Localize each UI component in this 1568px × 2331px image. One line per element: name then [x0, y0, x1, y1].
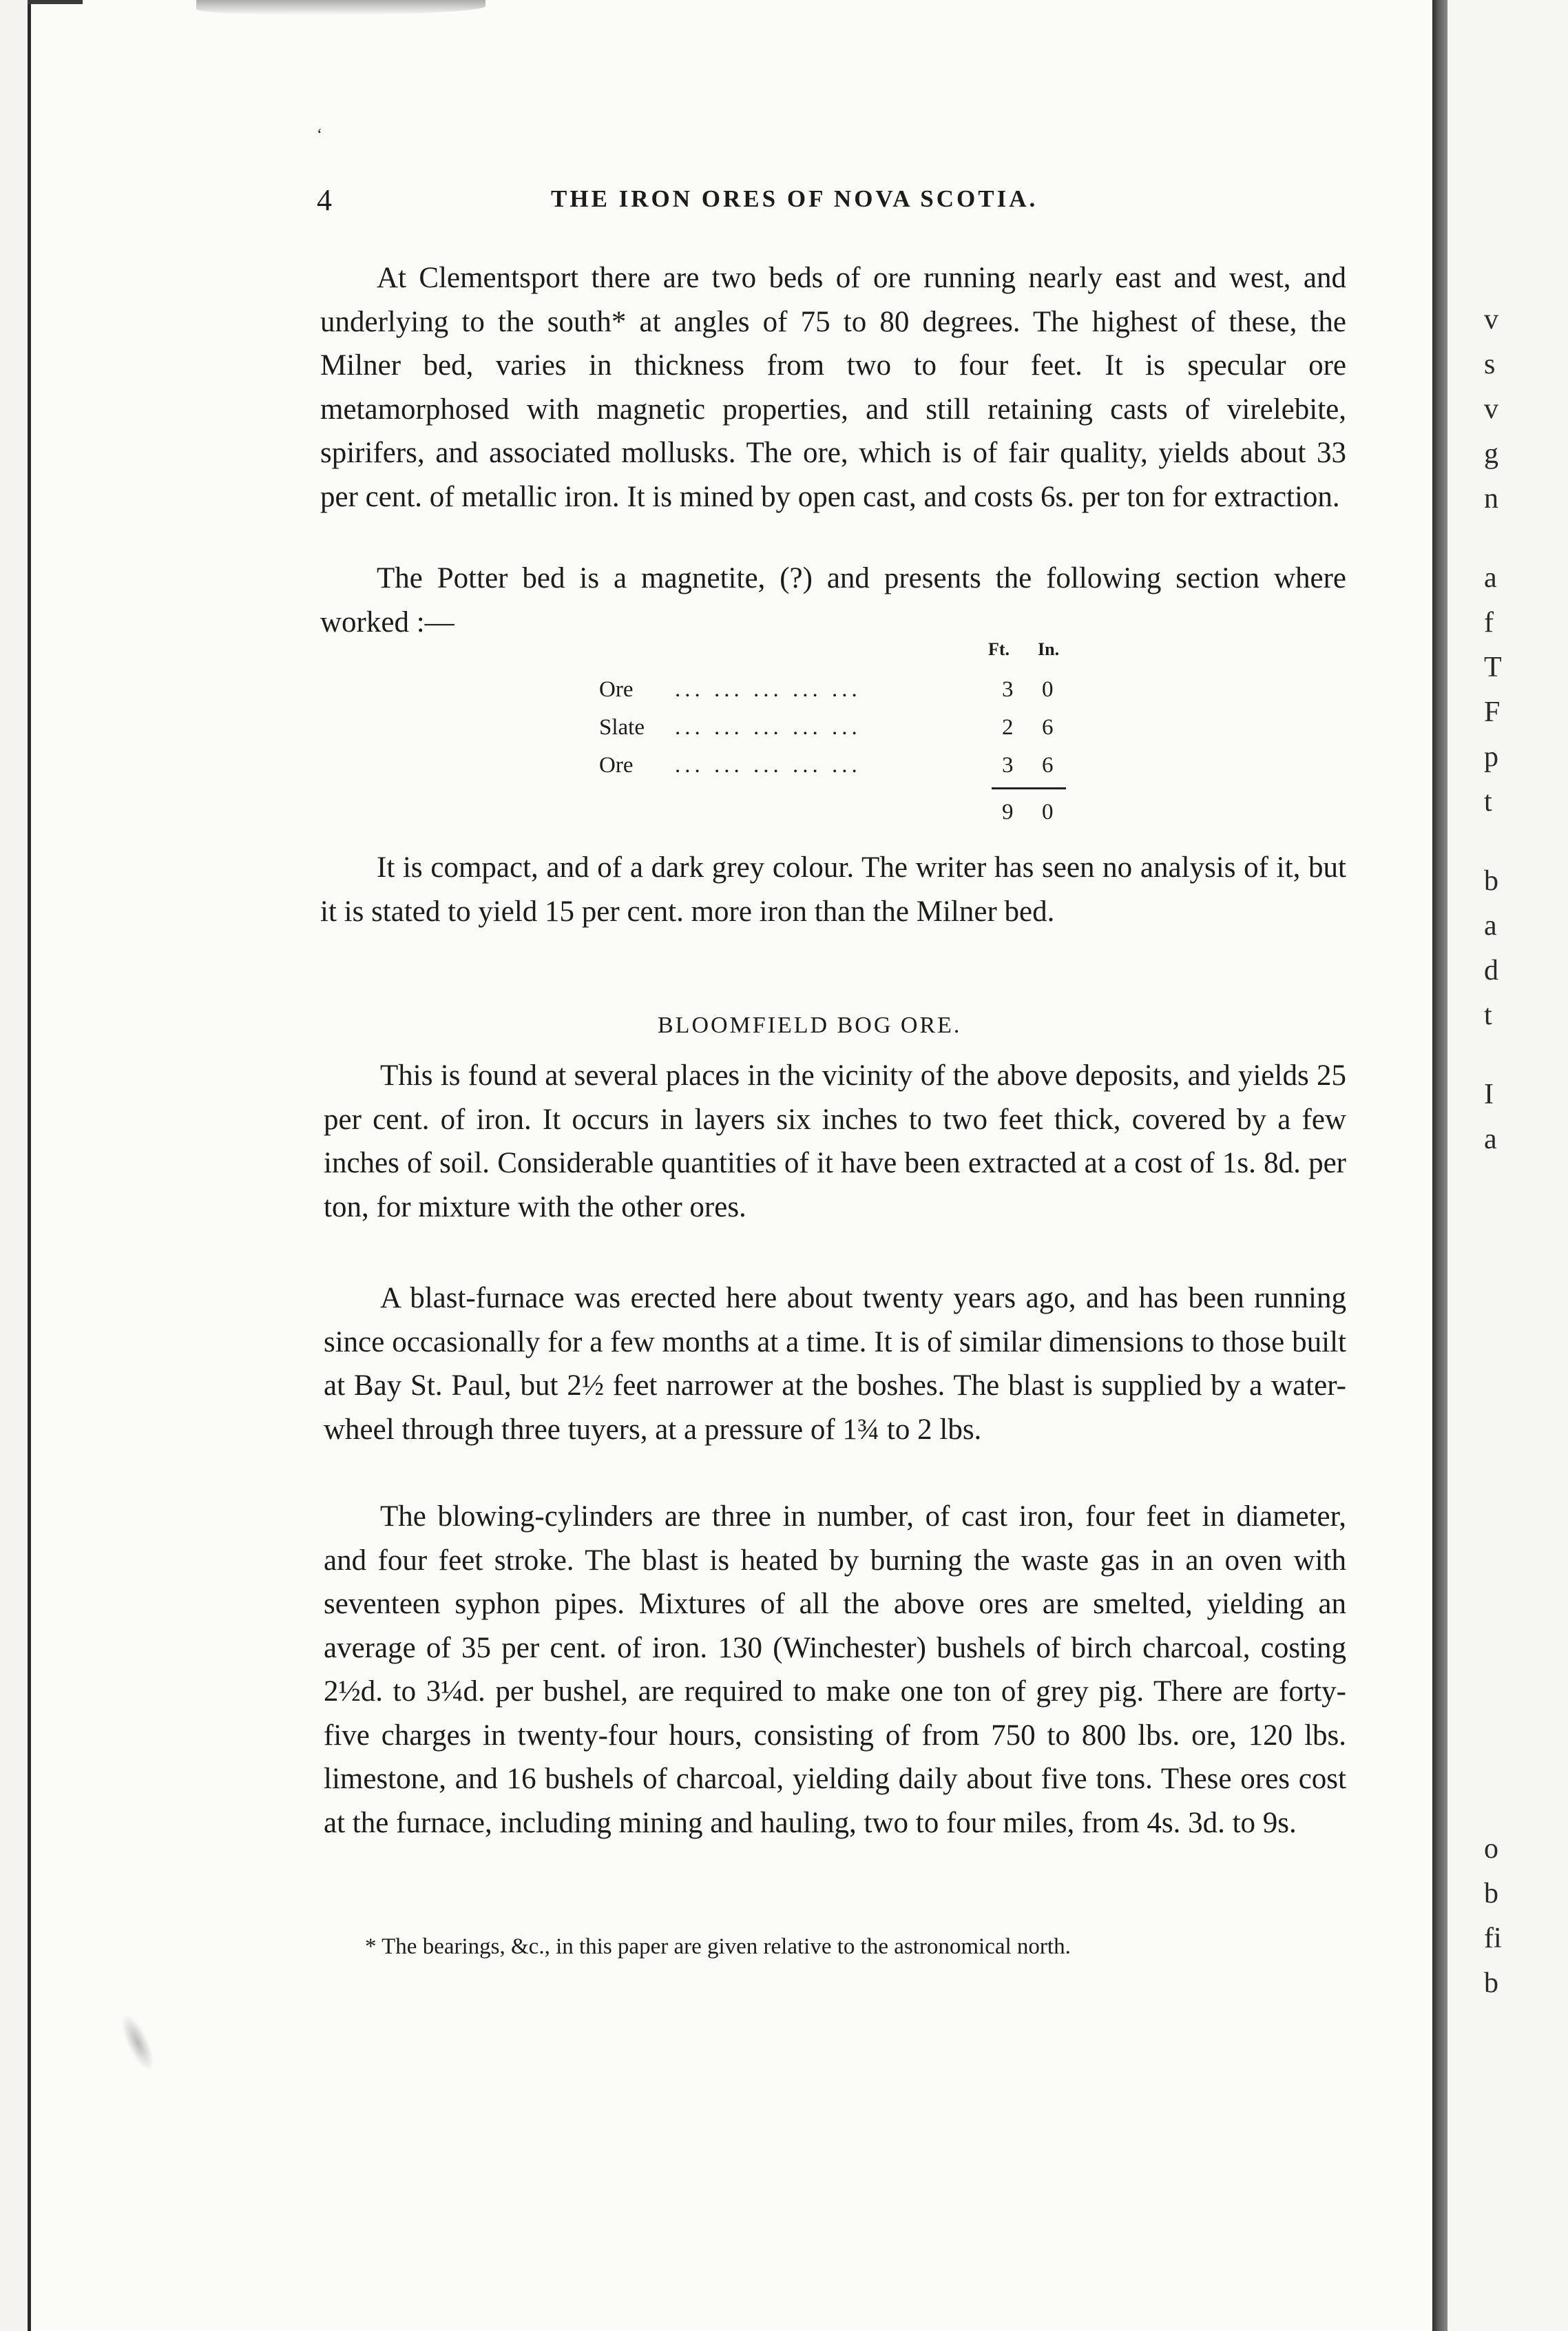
- table-row: [599, 677, 1067, 716]
- page-number: 4: [317, 183, 332, 217]
- column-header-feet: Ft.: [988, 639, 1010, 659]
- facing-page-letter: n: [1484, 483, 1498, 515]
- paragraph-blowing-cylinders: The blowing-cylinders are three in number, of cast iron, four feet in diameter, and four feet stroke. The blast is heated by burning the waste gas in an oven with seventeen syphon pipes. Mixtures of all the above ores are smelted, yielding an average of 35 per cent. of iron. 130 (Winchester) bushels of birch charcoal, costing 2½d. to 3¼d. per bushel, are required to make one ton of grey pig. There are forty-five charges in twenty-four hours, consisting of from 750 to 800 lbs. ore, 120 lbs. limestone, and 16 bushels of charcoal, yielding daily about five tons. These ores cost at the furnace, including mining and hauling, two to four miles, from 4s. 3d. to 9s.: [324, 1500, 1346, 1839]
- leader-dots: ... ... ... ... ...: [675, 753, 861, 778]
- total-inches: 0: [1042, 800, 1054, 825]
- leader-dots: ... ... ... ... ...: [675, 677, 861, 702]
- row-inches: 6: [1042, 715, 1054, 740]
- facing-page-letter: b: [1484, 865, 1498, 897]
- paragraph-compact: It is compact, and of a dark grey colour. The writer has seen no analysis of it, but it is stated to yield 15 per cent. more iron than the Milner bed.: [320, 851, 1346, 928]
- paragraph-blast-furnace: A blast-furnace was erected here about twenty years ago, and has been running since occasionally for a few months at a time. It is of similar dimensions to those built at Bay St. Paul, but 2½ feet narrower at the boshes. The blast is supplied by a water-wheel through three tuyers, at a pressure of 1¾ to 2 lbs.: [324, 1282, 1346, 1446]
- footnote: * The bearings, &c., in this paper are given relative to the astronomical north.: [365, 1934, 1071, 1959]
- row-name: Slate: [599, 715, 645, 740]
- facing-page-letter: d: [1484, 955, 1498, 986]
- facing-page-letter: T: [1484, 652, 1502, 683]
- row-inches: 0: [1042, 677, 1054, 702]
- facing-page-letter: g: [1484, 438, 1498, 470]
- section-heading: BLOOMFIELD BOG ORE.: [658, 1013, 962, 1038]
- tick-mark: ‘: [317, 126, 322, 144]
- facing-page-letter: p: [1484, 741, 1498, 773]
- facing-page-letter: F: [1484, 696, 1501, 728]
- facing-page-letter: b: [1484, 1967, 1498, 1999]
- facing-page-letter: v: [1484, 304, 1498, 335]
- facing-page-letter: fi: [1484, 1923, 1502, 1954]
- row-inches: 6: [1042, 753, 1054, 778]
- facing-page-letter: a: [1484, 562, 1497, 594]
- row-feet: 2: [1002, 715, 1014, 740]
- facing-page-letter: o: [1484, 1833, 1498, 1865]
- page-header: [317, 183, 1363, 224]
- total-rule: [992, 787, 1066, 789]
- row-name: Ore: [599, 677, 634, 702]
- row-feet: 3: [1002, 753, 1014, 778]
- facing-page-letter: b: [1484, 1878, 1498, 1909]
- top-edge-smudge: [196, 0, 485, 15]
- facing-page-letter: t: [1484, 786, 1492, 818]
- facing-page-letter: s: [1484, 349, 1496, 380]
- paragraph-bog-ore: This is found at several places in the vicinity of the above deposits, and yields 25 per cent. of iron. It occurs in layers six inches to two feet thick, covered by a few inches of soil. Considerable quantities of it have been extracted at a cost of 1s. 8d. per ton, for mixture with the other ores.: [324, 1059, 1346, 1223]
- facing-page-letter: v: [1484, 393, 1498, 425]
- running-title: THE IRON ORES OF NOVA SCOTIA.: [551, 185, 1038, 212]
- leader-dots: ... ... ... ... ...: [675, 715, 861, 740]
- book-gutter: [1432, 0, 1447, 2331]
- facing-page-letter: f: [1484, 607, 1494, 639]
- facing-page-letter: I: [1484, 1079, 1494, 1110]
- facing-page-letter: a: [1484, 1123, 1497, 1155]
- paragraph-potter-bed: The Potter bed is a magnetite, (?) and presents the following section where worked :—: [320, 562, 1346, 639]
- facing-page-edge: [1447, 0, 1568, 2331]
- total-feet: 9: [1002, 800, 1014, 825]
- facing-page-letter: t: [1484, 999, 1492, 1031]
- row-feet: 3: [1002, 677, 1014, 702]
- potter-bed-section-table: [599, 639, 1067, 839]
- column-header-inches: In.: [1038, 639, 1060, 659]
- table-row: [599, 715, 1067, 754]
- paragraph-clementsport: At Clementsport there are two beds of ore running nearly east and west, and underlying to the south* at angles of 75 to 80 degrees. The highest of these, the Milner bed, varies in thickness from two to four feet. It is specular ore metamorphosed with magnetic properties, and still retaining casts of virelebite, spirifers, and associated mollusks. The ore, which is of fair quality, yields about 33 per cent. of metallic iron. It is mined by open cast, and costs 6s. per ton for extraction.: [320, 262, 1346, 513]
- table-row: [599, 753, 1067, 791]
- row-name: Ore: [599, 753, 634, 778]
- table-total-row: [599, 800, 1067, 838]
- facing-page-letter: a: [1484, 910, 1497, 942]
